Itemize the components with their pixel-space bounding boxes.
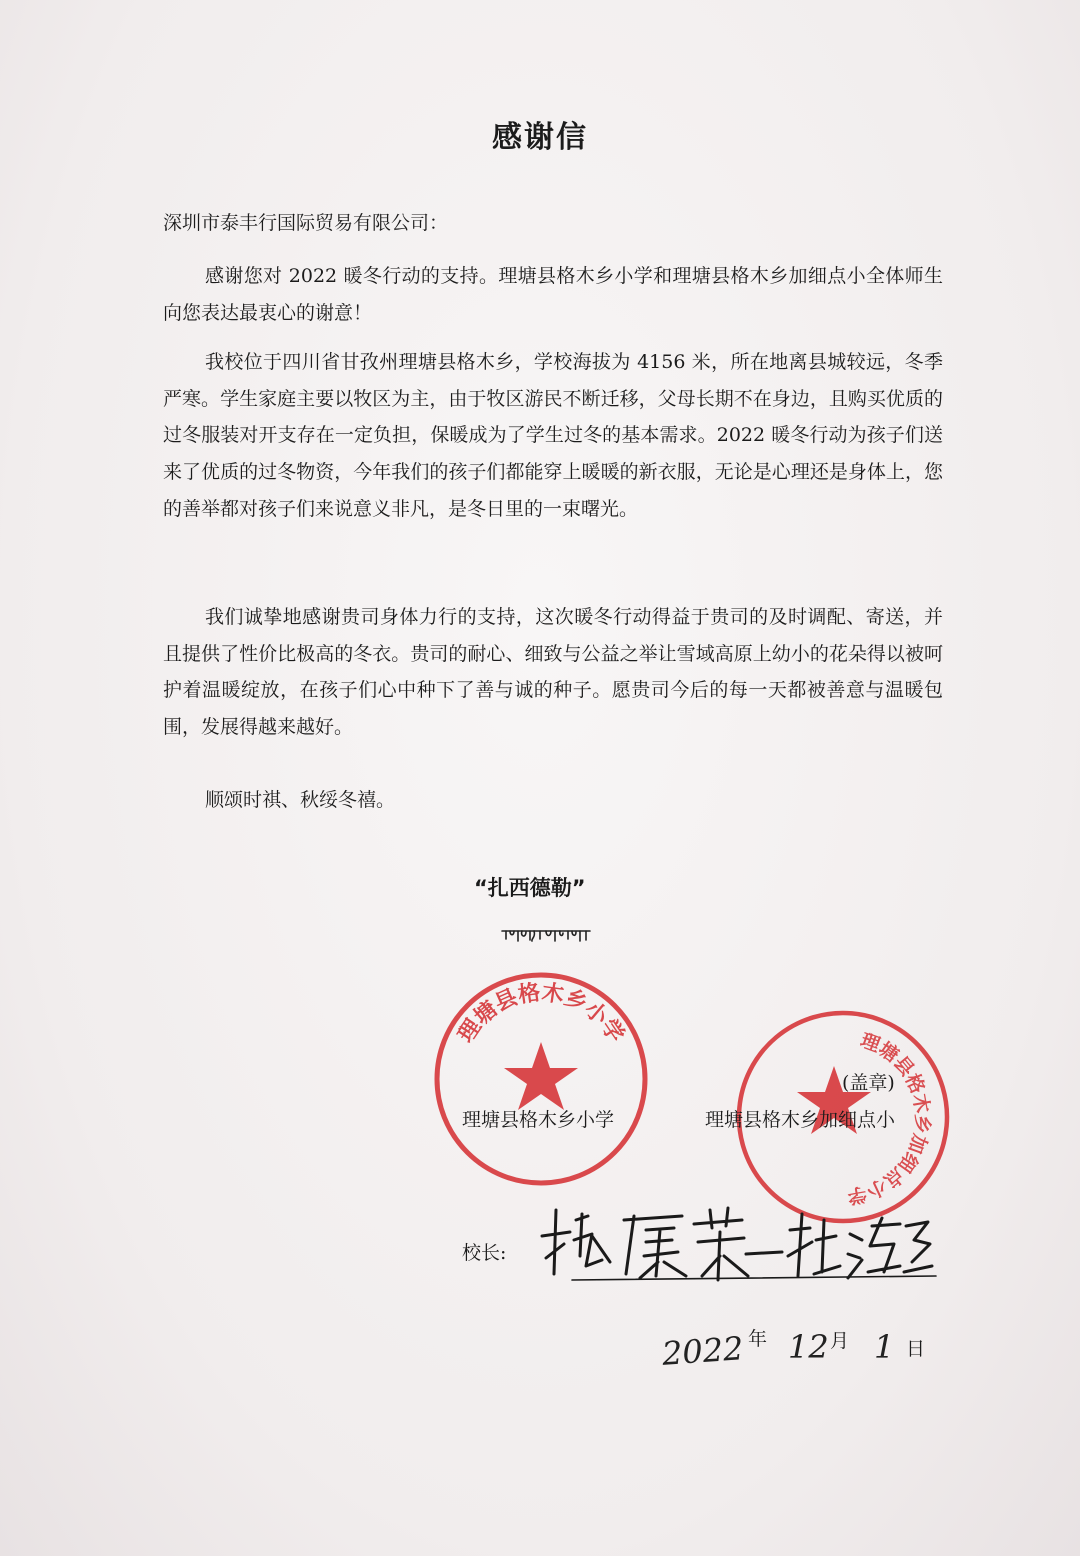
date-year: 2022 — [660, 1329, 745, 1373]
date-day-unit: 日 — [906, 1338, 926, 1360]
stamp-note: (盖章) — [842, 1072, 895, 1094]
salutation: 深圳市泰丰行国际贸易有限公司： — [163, 212, 449, 234]
seal-1-text: 理塘县格木乡小学 — [453, 980, 629, 1048]
date-day: 1 — [874, 1328, 895, 1366]
school-seal-1 — [432, 970, 650, 1188]
school-name-1: 理塘县格木乡小学 — [462, 1109, 615, 1131]
date-month-unit: 月 — [830, 1330, 850, 1352]
paragraph-2: 我校位于四川省甘孜州理塘县格木乡，学校海拔为 4156 米，所在地离县城较远，冬季严寒。学生家庭主要以牧区为主，由于牧区游民不断迁移，父母长期不在身边，且购买优质的过冬服装对开支存在一定负担，保暖成为了学生过冬的基本需求。2022 暖冬行动为孩子们送来了优质的过冬物资，今年我们的孩子们都能穿上暖暖的新衣服，无论是心理还是身体上，您的善举都对孩子们来说意义非凡，是冬日里的一束曙光。 — [163, 351, 943, 520]
tibetan-script-image — [500, 926, 592, 944]
paragraph-1: 感谢您对 2022 暖冬行动的支持。理塘县格木乡小学和理塘县格木乡加细点小全体师生向您表达最衷心的谢意！ — [163, 265, 943, 324]
letter-title: 感谢信 — [492, 120, 588, 155]
closing-phrase: “扎西德勒” — [474, 876, 586, 900]
paragraph-4: 顺颂时祺、秋绥冬禧。 — [205, 789, 396, 811]
date-year-unit: 年 — [748, 1328, 768, 1350]
paragraph-3: 我们诚挚地感谢贵司身体力行的支持，这次暖冬行动得益于贵司的及时调配、寄送，并且提供了性价比极高的冬衣。贵司的耐心、细致与公益之举让雪域高原上幼小的花朵得以被呵护着温暖绽放，在孩子们心中种下了善与诚的种子。愿贵司今后的每一天都被善意与温暖包围，发展得越来越好。 — [163, 606, 943, 739]
seal-2-text: 理塘县格木乡加细点小学 — [845, 1029, 934, 1208]
principal-label: 校长: — [462, 1242, 507, 1264]
letter-date — [662, 1322, 932, 1382]
school-name-2: 理塘县格木乡加细点小 — [705, 1109, 896, 1131]
date-month: 12 — [788, 1328, 829, 1366]
principal-signature — [532, 1196, 942, 1284]
svg-text:理塘县格木乡小学 — [454, 979, 630, 1047]
